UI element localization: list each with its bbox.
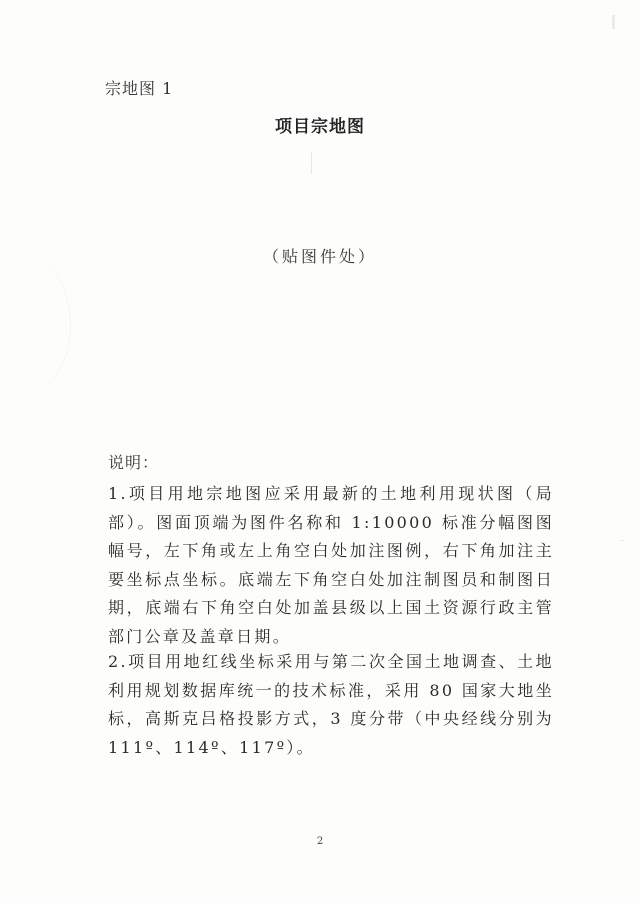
note-item-1: 1.项目用地宗地图应采用最新的土地利用现状图（局部）。图面顶端为图件名称和 1:10000 标准分幅图图幅号，左下角或左上角空白处加注图例，右下角加注主要坐标点坐标。底端左下角空白处加注制图员和制图日期，底端右下角空白处加盖县级以上国土资源行政主管部门公章及盖章日期。 — [108, 484, 554, 646]
parcel-map-label: 宗地图 1 — [105, 79, 174, 98]
scan-artifact — [311, 152, 312, 174]
scan-artifact — [620, 540, 624, 541]
scan-edge-shadow — [0, 250, 71, 400]
page-title: 项目宗地图 — [275, 117, 365, 137]
page-number: 2 — [316, 836, 324, 847]
scan-artifact — [612, 15, 615, 29]
note-item-2: 2.项目用地红线坐标采用与第二次全国土地调查、土地利用规划数据库统一的技术标准，采用 80 国家大地坐标，高斯克吕格投影方式，3 度分带（中央经线分别为 111º、114º、117º）。 — [108, 652, 554, 757]
notes-heading: 说明： — [108, 453, 160, 472]
figure-placeholder: （贴图件处） — [262, 247, 377, 266]
